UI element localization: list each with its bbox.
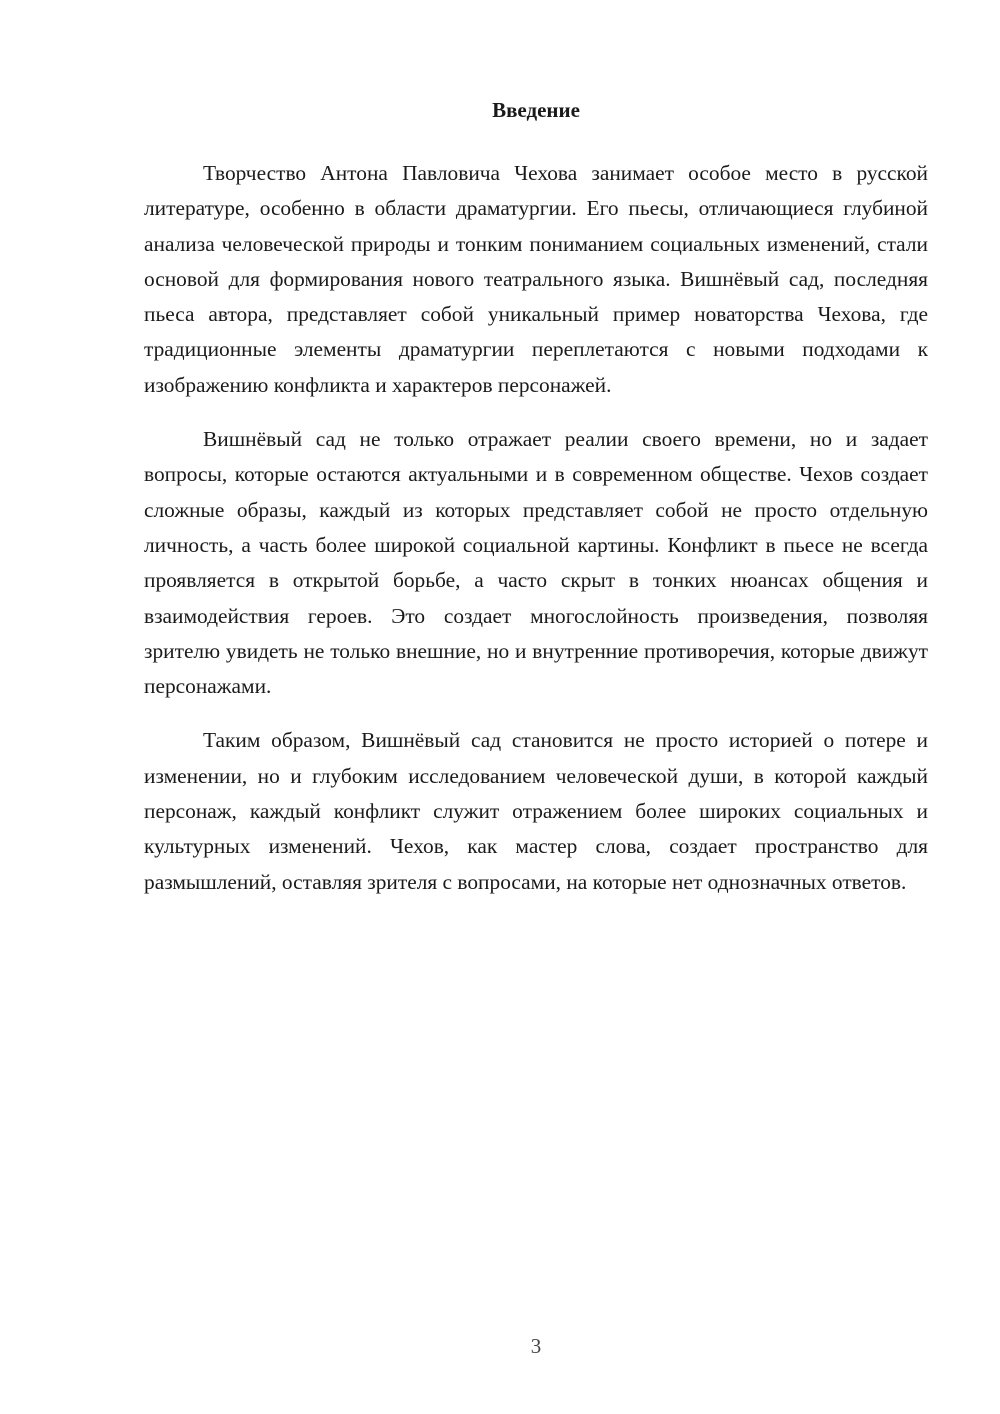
paragraph-3: Таким образом, Вишнёвый сад становится не просто историей о потере и изменении, но и глубоким исследованием человеческой души, в которой каждый персонаж, каждый конфликт служит отражением более широких социальных и культурных изменений. Чехов, как мастер слова, создает пространство для размышлений, оставляя зрителя с вопросами, на которые нет однозначных ответов.: [144, 728, 928, 894]
section-heading: Введение: [492, 98, 580, 122]
page-content: [144, 96, 928, 900]
paragraph-2: Вишнёвый сад не только отражает реалии своего времени, но и задает вопросы, которые остаются актуальными и в современном обществе. Чехов создает сложные образы, каждый из которых представляет собой не просто отдельную личность, а часть более широкой социальной картины. Конфликт в пьесе не всегда проявляется в открытой борьбе, а часто скрыт в тонких нюансах общения и взаимодействия героев. Это создает многослойность произведения, позволяя зрителю увидеть не только внешние, но и внутренние противоречия, которые движут персонажами.: [144, 427, 928, 699]
paragraph-1: Творчество Антона Павловича Чехова занимает особое место в русской литературе, особенно в области драматургии. Его пьесы, отличающиеся глубиной анализа человеческой природы и тонким пониманием социальных изменений, стали основой для формирования нового театрального языка. Вишнёвый сад, последняя пьеса автора, представляет собой уникальный пример новаторства Чехова, где традиционные элементы драматургии переплетаются с новыми подходами к изображению конфликта и характеров персонажей.: [144, 161, 928, 397]
page-number: 3: [530, 1334, 542, 1358]
